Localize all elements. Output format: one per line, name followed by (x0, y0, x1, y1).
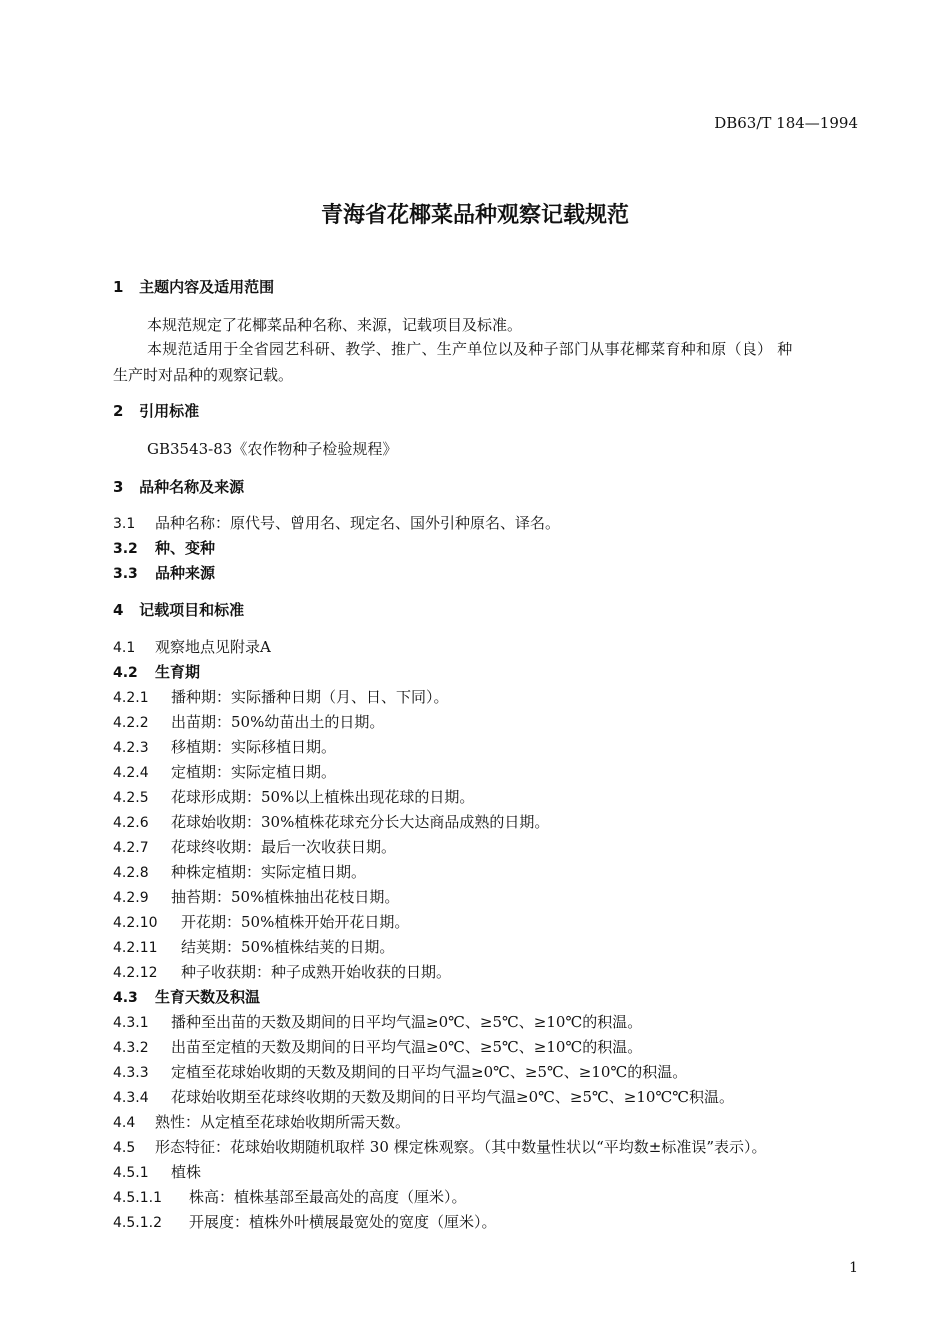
clause-item (113, 862, 366, 883)
clause-number: 3.1 (113, 516, 136, 532)
clause-number: 4.5.1 (113, 1165, 149, 1181)
clause-item (113, 1062, 687, 1083)
clause-number: 4.2 (113, 665, 138, 681)
clause-item (113, 1162, 201, 1183)
clause-text: 移植期：实际移植日期。 (171, 738, 337, 756)
document-title: 青海省花椰菜品种观察记载规范 (320, 203, 629, 228)
clause-item (113, 1212, 497, 1233)
clause-number: 4.2.3 (113, 740, 149, 756)
clause-number: 4.5.1.1 (113, 1190, 162, 1206)
clause-item (113, 987, 260, 1008)
clause-number: 4.2.10 (113, 915, 158, 931)
clause-number: 4.2.11 (113, 940, 158, 956)
clause-item (113, 637, 271, 658)
clause-number: 4.4 (113, 1115, 136, 1131)
page-number: 1 (849, 1260, 858, 1276)
section-title: 品种名称及来源 (139, 478, 245, 496)
clause-number: 4.2.4 (113, 765, 149, 781)
clause-text: 种株定植期：实际定植日期。 (171, 863, 367, 881)
clause-text: 种子收获期：种子成熟开始收获的日期。 (181, 963, 452, 981)
clause-text: 结荚期：50%植株结荚的日期。 (181, 938, 395, 956)
reference-standard: GB3543-83《农作物种子检验规程》 (147, 440, 398, 458)
clause-number: 4.2.6 (113, 815, 149, 831)
clause-item (113, 712, 384, 733)
clause-number: 4.2.2 (113, 715, 149, 731)
section-number: 2 (113, 402, 124, 420)
clause-number: 4.3.3 (113, 1065, 149, 1081)
clause-number: 3.2 (113, 541, 138, 557)
clause-text: 品种来源 (155, 564, 216, 582)
paragraph: 本规范适用于全省园艺科研、教学、推广、生产单位以及种子部门从事花椰菜育种和原（良） 种 (147, 340, 793, 358)
clause-item (113, 513, 560, 534)
clause-item (113, 887, 399, 908)
clause-number: 4.2.5 (113, 790, 149, 806)
clause-text: 品种名称：原代号、曾用名、现定名、国外引种原名、译名。 (155, 514, 561, 532)
clause-item (113, 1087, 734, 1108)
clause-text: 生育期 (155, 663, 201, 681)
clause-number: 4.3.4 (113, 1090, 149, 1106)
paragraph-continued: 生产时对品种的观察记载。 (113, 366, 294, 384)
clause-text: 出苗至定植的天数及期间的日平均气温≥0℃、≥5℃、≥10℃的积温。 (171, 1038, 643, 1056)
clause-item (113, 538, 215, 559)
clause-text: 花球终收期：最后一次收获日期。 (171, 838, 397, 856)
section-title: 记载项目和标准 (139, 601, 245, 619)
clause-number: 4.2.7 (113, 840, 149, 856)
clause-item (113, 563, 215, 584)
clause-item (113, 1137, 767, 1158)
section-4-heading (113, 600, 244, 620)
clause-item (113, 912, 409, 933)
standard-number: DB63/T 184—1994 (714, 114, 858, 132)
clause-text: 花球始收期至花球终收期的天数及期间的日平均气温≥0℃、≥5℃、≥10℃℃积温。 (171, 1088, 735, 1106)
clause-text: 植株 (171, 1163, 202, 1181)
section-2-heading (113, 401, 199, 421)
clause-item (113, 1187, 467, 1208)
clause-item (113, 812, 549, 833)
clause-text: 形态特征：花球始收期随机取样 30 棵定株观察。（其中数量性状以“平均数±标准误”表示）。 (155, 1138, 767, 1156)
clause-text: 播种至出苗的天数及期间的日平均气温≥0℃、≥5℃、≥10℃的积温。 (171, 1013, 643, 1031)
clause-text: 生育天数及积温 (155, 988, 261, 1006)
clause-text: 花球始收期：30%植株花球充分长大达商品成熟的日期。 (171, 813, 550, 831)
clause-item (113, 937, 394, 958)
section-title: 主题内容及适用范围 (139, 278, 275, 296)
clause-item (113, 962, 451, 983)
clause-item (113, 1012, 642, 1033)
clause-text: 播种期：实际播种日期（月、日、下同）。 (171, 688, 449, 706)
clause-text: 出苗期：50%幼苗出土的日期。 (171, 713, 385, 731)
clause-text: 花球形成期：50%以上植株出现花球的日期。 (171, 788, 475, 806)
clause-item (113, 762, 336, 783)
clause-item (113, 662, 200, 683)
clause-text: 种、变种 (155, 539, 216, 557)
clause-number: 4.2.8 (113, 865, 149, 881)
section-number: 3 (113, 478, 124, 496)
clause-item (113, 687, 449, 708)
clause-number: 4.1 (113, 640, 136, 656)
clause-item (113, 1037, 642, 1058)
clause-text: 熟性：从定植至花球始收期所需天数。 (155, 1113, 411, 1131)
section-title: 引用标准 (139, 402, 200, 420)
clause-text: 开花期：50%植株开始开花日期。 (181, 913, 410, 931)
clause-text: 开展度：植株外叶横展最宽处的宽度（厘米）。 (189, 1213, 497, 1231)
clause-text: 抽苔期：50%植株抽出花枝日期。 (171, 888, 400, 906)
clause-number: 4.5 (113, 1140, 136, 1156)
clause-text: 株高：植株基部至最高处的高度（厘米）。 (189, 1188, 467, 1206)
clause-number: 4.3.1 (113, 1015, 149, 1031)
clause-number: 4.5.1.2 (113, 1215, 162, 1231)
paragraph: 本规范规定了花椰菜品种名称、来源，记载项目及标准。 (147, 316, 523, 334)
clause-number: 4.3.2 (113, 1040, 149, 1056)
clause-number: 4.2.12 (113, 965, 158, 981)
clause-number: 4.3 (113, 990, 138, 1006)
section-number: 1 (113, 278, 124, 296)
clause-text: 定植期：实际定植日期。 (171, 763, 337, 781)
clause-item (113, 1112, 410, 1133)
section-number: 4 (113, 601, 124, 619)
clause-number: 3.3 (113, 566, 138, 582)
clause-item (113, 837, 396, 858)
clause-number: 4.2.9 (113, 890, 149, 906)
clause-text: 定植至花球始收期的天数及期间的日平均气温≥0℃、≥5℃、≥10℃的积温。 (171, 1063, 688, 1081)
section-1-heading (113, 277, 274, 297)
clause-text: 观察地点见附录A (155, 638, 271, 656)
section-3-heading (113, 477, 244, 497)
clause-item (113, 787, 474, 808)
clause-item (113, 737, 336, 758)
clause-number: 4.2.1 (113, 690, 149, 706)
